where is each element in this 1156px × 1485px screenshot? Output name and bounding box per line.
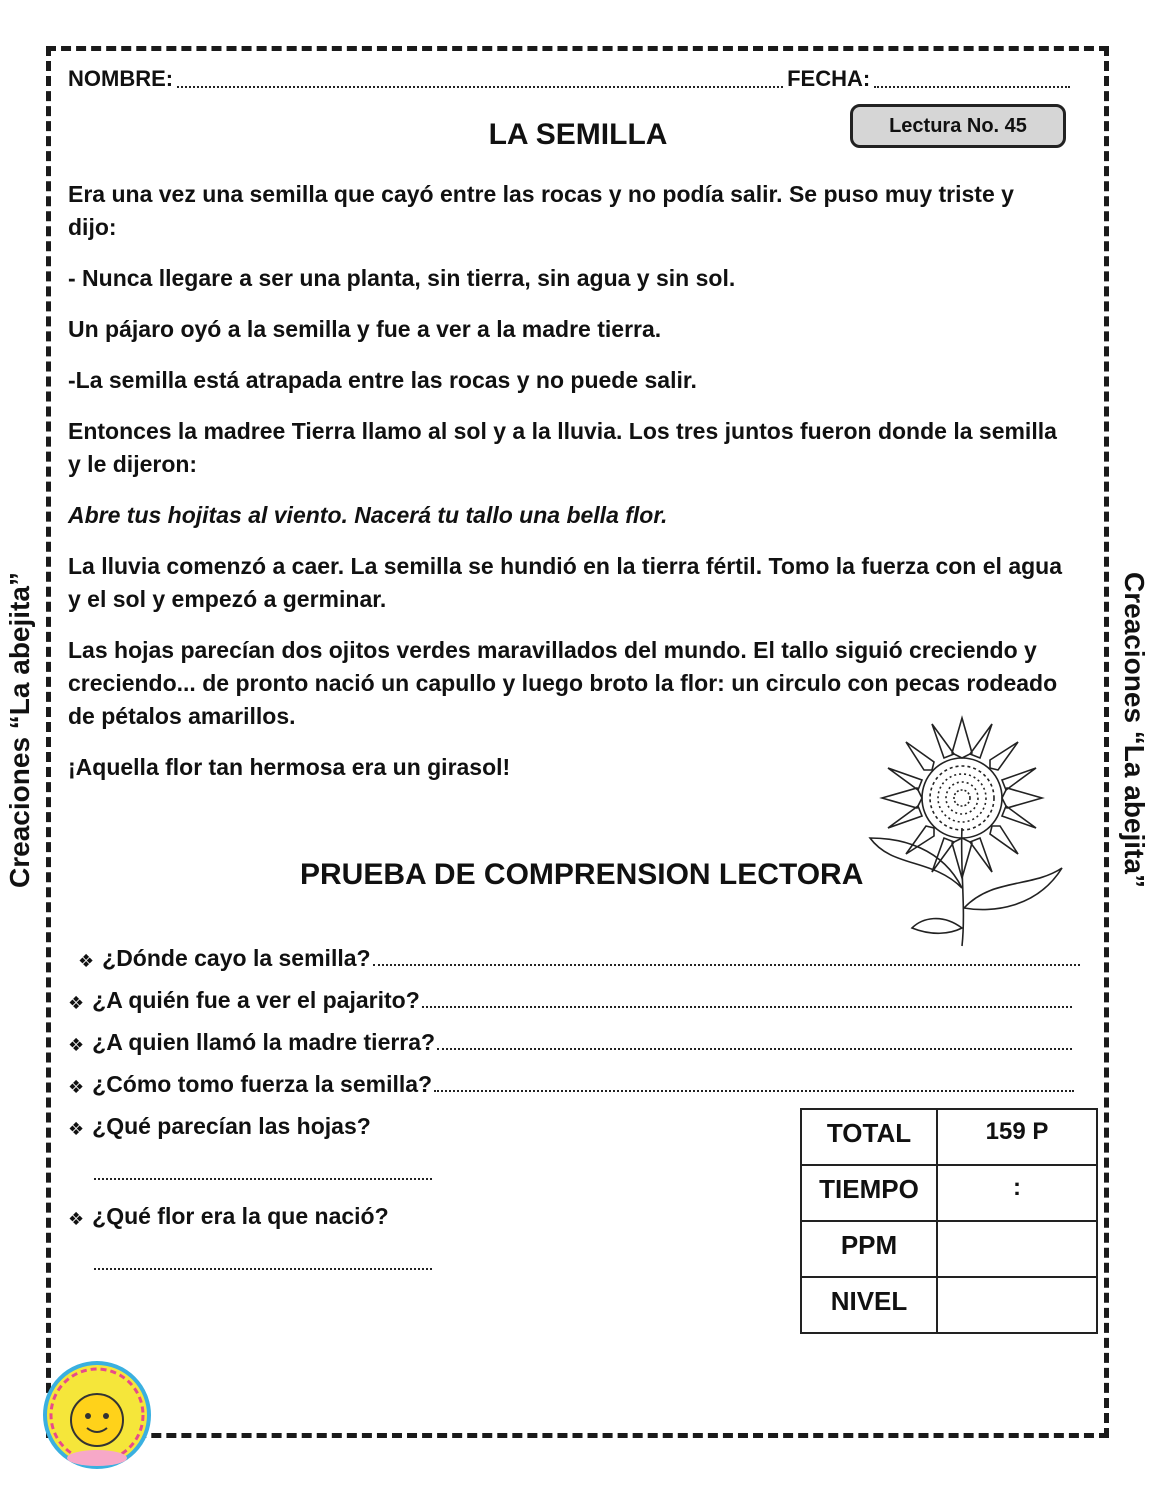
story-paragraph: Las hojas parecían dos ojitos verdes maravillados del mundo. El tallo siguió creciendo y creciendo... de pronto nació un capullo y luego broto la flor: un circulo con pecas rodeado de pétalos amarillos. bbox=[68, 637, 1058, 729]
story-paragraph: Entonces la madree Tierra llamo al sol y a la lluvia. Los tres juntos fueron donde la semilla y le dijeron: bbox=[68, 418, 1057, 477]
score-row bbox=[801, 1165, 1097, 1221]
story-paragraph: Un pájaro oyó a la semilla y fue a ver a la madre tierra. bbox=[68, 316, 662, 342]
diamond-bullet-icon: ❖ bbox=[68, 1119, 85, 1139]
side-credit-right: Creaciones “La abejita” bbox=[1119, 572, 1150, 888]
side-credit-left: Creaciones “La abejita” bbox=[4, 572, 35, 888]
date-field[interactable] bbox=[874, 76, 1070, 88]
story-paragraph: La lluvia comenzó a caer. La semilla se hundió en la tierra fértil. Tomo la fuerza con el agua y el sol y empezó a germinar. bbox=[68, 553, 1062, 612]
score-row bbox=[801, 1109, 1097, 1165]
diamond-bullet-icon: ❖ bbox=[68, 993, 85, 1013]
score-row bbox=[801, 1277, 1097, 1333]
score-value: 159 P bbox=[937, 1109, 1097, 1165]
answer-field[interactable] bbox=[422, 1006, 1072, 1008]
bee-logo bbox=[42, 1360, 152, 1470]
diamond-bullet-icon: ❖ bbox=[68, 1035, 85, 1055]
answer-field[interactable] bbox=[437, 1048, 1072, 1050]
name-date-header bbox=[68, 66, 1088, 92]
question-item bbox=[68, 972, 1080, 1014]
question-text: ¿A quién fue a ver el pajarito? bbox=[92, 987, 420, 1013]
diamond-bullet-icon: ❖ bbox=[68, 1209, 85, 1229]
sunflower-illustration bbox=[862, 708, 1072, 948]
name-label: NOMBRE: bbox=[68, 66, 174, 91]
question-text: ¿Dónde cayo la semilla? bbox=[102, 945, 371, 971]
name-field[interactable] bbox=[177, 76, 783, 88]
score-label: TOTAL bbox=[801, 1109, 937, 1165]
question-text: ¿A quien llamó la madre tierra? bbox=[92, 1029, 436, 1055]
date-label: FECHA: bbox=[787, 66, 871, 91]
score-label: NIVEL bbox=[801, 1277, 937, 1333]
story-title: LA SEMILLA bbox=[488, 118, 668, 151]
score-value[interactable] bbox=[937, 1221, 1097, 1277]
reading-number-badge: Lectura No. 45 bbox=[850, 104, 1066, 148]
score-value[interactable] bbox=[937, 1277, 1097, 1333]
score-label: PPM bbox=[801, 1221, 937, 1277]
score-table bbox=[800, 1108, 1098, 1334]
diamond-bullet-icon: ❖ bbox=[68, 1077, 85, 1097]
score-label: TIEMPO bbox=[801, 1165, 937, 1221]
question-text: ¿Qué parecían las hojas? bbox=[92, 1113, 371, 1139]
story-paragraph: ¡Aquella flor tan hermosa era un girasol! bbox=[68, 754, 511, 780]
score-row bbox=[801, 1221, 1097, 1277]
question-item bbox=[78, 930, 1080, 972]
story-paragraph-italic: Abre tus hojitas al viento. Nacerá tu tallo una bella flor. bbox=[68, 502, 668, 528]
answer-field[interactable] bbox=[434, 1090, 1074, 1092]
question-item bbox=[68, 1014, 1080, 1056]
diamond-bullet-icon: ❖ bbox=[78, 951, 95, 971]
story-paragraph: - Nunca llegare a ser una planta, sin tierra, sin agua y sin sol. bbox=[68, 265, 736, 291]
quiz-title: PRUEBA DE COMPRENSION LECTORA bbox=[300, 858, 864, 891]
story-paragraph: -La semilla está atrapada entre las rocas y no puede salir. bbox=[68, 367, 697, 393]
question-text: ¿Qué flor era la que nació? bbox=[92, 1203, 389, 1229]
answer-field[interactable] bbox=[94, 1158, 432, 1180]
answer-field[interactable] bbox=[373, 964, 1080, 966]
question-text: ¿Cómo tomo fuerza la semilla? bbox=[92, 1071, 433, 1097]
answer-field[interactable] bbox=[94, 1248, 432, 1270]
question-item bbox=[68, 1056, 1080, 1098]
score-value[interactable]: : bbox=[937, 1165, 1097, 1221]
story-paragraph: Era una vez una semilla que cayó entre las rocas y no podía salir. Se puso muy triste y dijo: bbox=[68, 181, 1014, 240]
